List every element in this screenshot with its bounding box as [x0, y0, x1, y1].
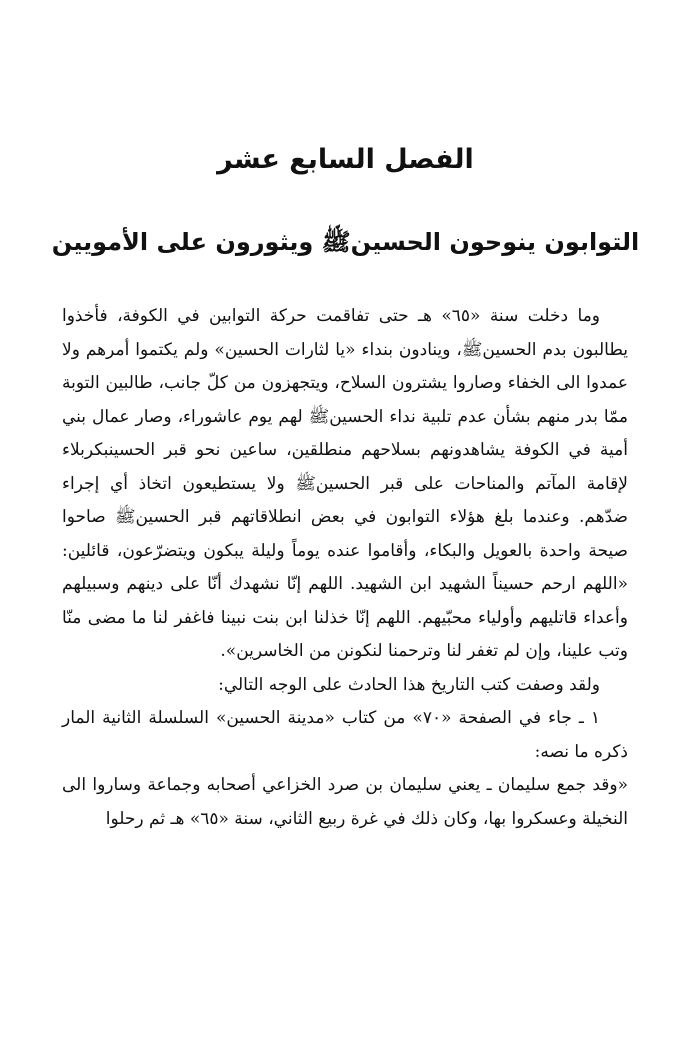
paragraph-source: ١ ـ جاء في الصفحة «٧٠» من كتاب «مدينة الحسين» السلسلة الثانية المار ذكره ما نصه:: [62, 708, 628, 762]
chapter-subtitle: التوابون ينوحون الحسينﷺ ويثورون على الأمويين: [51, 228, 640, 256]
paragraph-quote: «وقد جمع سليمان ـ يعني سليمان بن صرد الخزاعي أصحابه وجماعة وساروا الى النخيلة وعسكروا بها، وكان ذلك في غرة ربيع الثاني، سنة «٦٥» هـ ثم رحلوا: [62, 775, 628, 829]
paragraph-intro: ولقد وصفت كتب التاريخ هذا الحادث على الوجه التالي:: [218, 674, 600, 695]
paragraph-main: وما دخلت سنة «٦٥» هـ حتى تفاقمت حركة التوابين في الكوفة، فأخذوا يطالبون بدم الحسينﷺ، وينادون بنداء «يا لثارات الحسين» ولم يكتموا أمرهم ولا عمدوا الى الخفاء وصاروا يشترون السلاح، ويتجهزون من كلّ جانب، طالبين التوبة ممّا بدر منهم بشأن عدم تلبية نداء الحسينﷺ لهم يوم عاشوراء، وصار عمال بني أمية في الكوفة يشاهدونهم بسلاحهم منطلقين، ساعين نحو قبر الحسينبكربلاء لإقامة المآتم والمناحات على قبر الحسينﷺ ولا يستطيعون اتخاذ أي إجراء ضدّهم. وعندما بلغ هؤلاء التوابون في بعض انطلاقاتهم قبر الحسينﷺ صاحوا صيحة واحدة بالعويل والبكاء، وأقاموا عنده يوماً وليلة يبكون ويتضرّعون، قائلين: «اللهم ارحم حسيناً الشهيد ابن الشهيد. اللهم إنّا نشهدك أنّا على دينهم وسبيلهم وأعداء قاتليهم وأولياء محبّيهم. اللهم إنّا خذلنا ابن بنت نبينا فاغفر لنا ما مضى منّا وتب علينا، وإن لم تغفر لنا وترحمنا لنكونن من الخاسرين».: [62, 306, 628, 661]
chapter-title: الفصل السابع عشر: [217, 144, 474, 175]
body-text: [62, 300, 628, 836]
